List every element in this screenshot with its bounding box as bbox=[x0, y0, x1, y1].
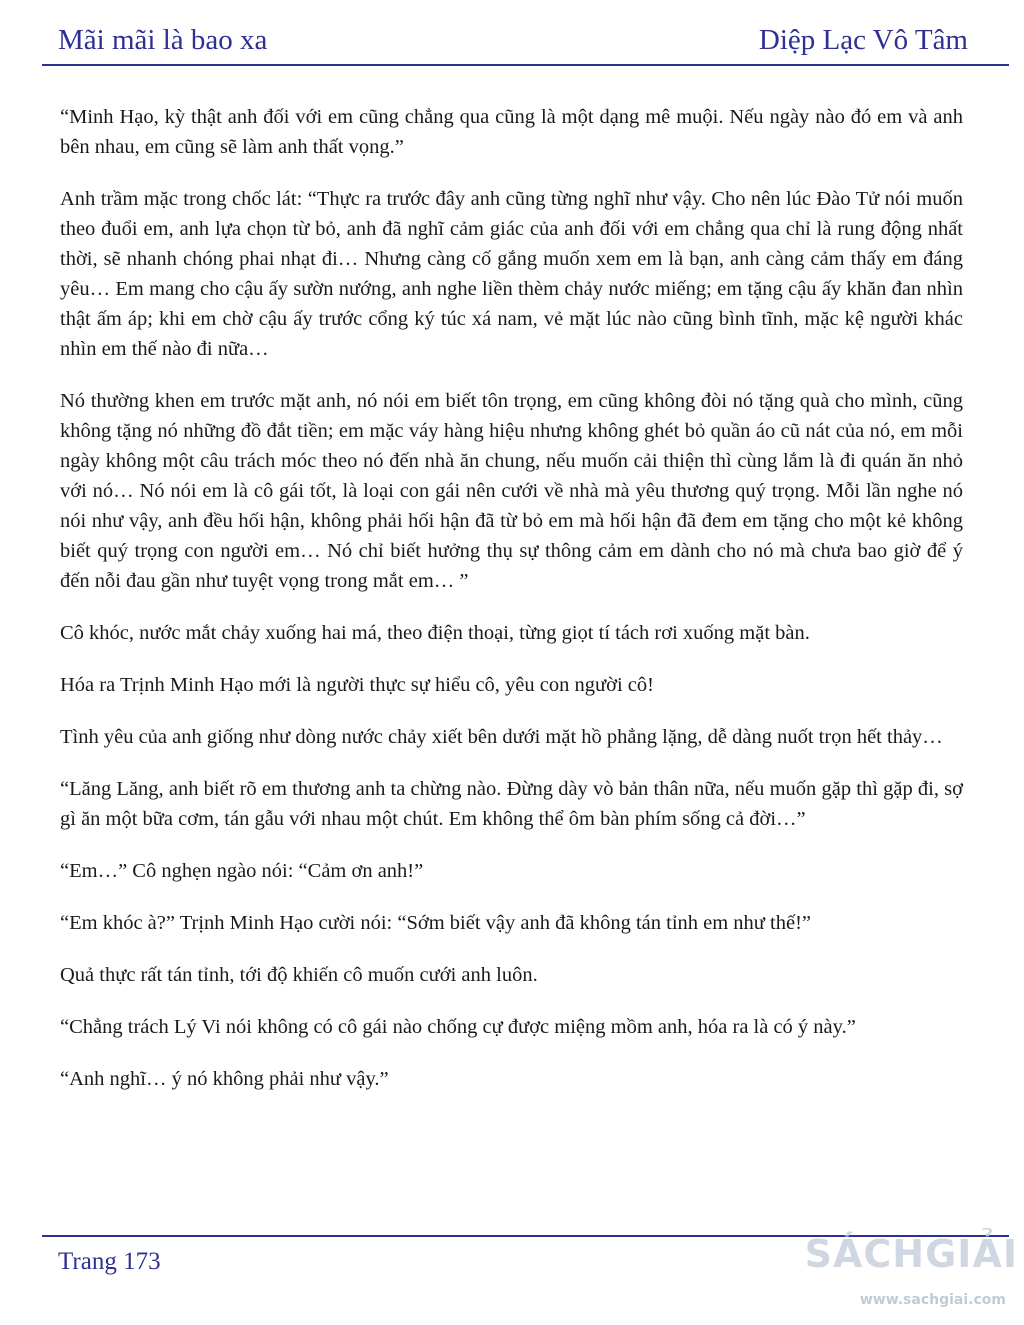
paragraph: “Lăng Lăng, anh biết rõ em thương anh ta chừng nào. Đừng dày vò bản thân nữa, nếu muốn gặp thì gặp đi, sợ gì ăn một bữa cơm, tán gẫu với nhau một chút. Em không thể ôm bàn phím sống cả đời…” bbox=[60, 778, 963, 830]
page-body bbox=[60, 102, 963, 1116]
paragraph: “Em khóc à?” Trịnh Minh Hạo cười nói: “Sớm biết vậy anh đã không tán tỉnh em như thế!” bbox=[60, 912, 812, 934]
paragraph: Hóa ra Trịnh Minh Hạo mới là người thực sự hiểu cô, yêu con người cô! bbox=[60, 674, 654, 696]
book-author: Diệp Lạc Vô Tâm bbox=[758, 24, 968, 56]
paragraph: “Minh Hạo, kỳ thật anh đối với em cũng chẳng qua cũng là một dạng mê muội. Nếu ngày nào đó em và anh bên nhau, em cũng sẽ làm anh thất vọng.” bbox=[60, 106, 963, 158]
book-title: Mãi mãi là bao xa bbox=[58, 24, 268, 56]
watermark-brand: SÁCHGIẢI bbox=[804, 1232, 1018, 1276]
page-number: Trang 173 bbox=[58, 1248, 161, 1275]
watermark bbox=[804, 1232, 1018, 1322]
paragraph: Quả thực rất tán tỉnh, tới độ khiến cô muốn cưới anh luôn. bbox=[60, 964, 538, 986]
paragraph: “Chẳng trách Lý Vi nói không có cô gái nào chống cự được miệng mồm anh, hóa ra là có ý này.” bbox=[60, 1016, 856, 1038]
paragraph: Tình yêu của anh giống như dòng nước chảy xiết bên dưới mặt hồ phẳng lặng, dễ dàng nuốt trọn hết thảy… bbox=[60, 726, 943, 748]
watermark-url: www.sachgiai.com bbox=[859, 1292, 1006, 1308]
paragraph: “Anh nghĩ… ý nó không phải như vậy.” bbox=[60, 1068, 389, 1090]
paragraph: Anh trầm mặc trong chốc lát: “Thực ra trước đây anh cũng từng nghĩ như vậy. Cho nên lúc Đào Tử nói muốn theo đuổi em, anh lựa chọn từ bỏ, anh đã nghĩ cảm giác của anh đối với em chẳng qua chỉ là rung động nhất thời, sẽ nhanh chóng phai nhạt đi… Nhưng càng cố gắng muốn xem em là bạn, anh càng cảm thấy em đáng yêu… Em mang cho cậu ấy sườn nướng, anh nghe liền thèm chảy nước miếng; em tặng cậu ấy khăn đan nhìn thật ấm áp; khi em chờ cậu ấy trước cổng ký túc xá nam, vẻ mặt lúc nào cũng bình tĩnh, mặc kệ người khác nhìn em thế nào đi nữa… bbox=[60, 188, 963, 360]
header-rule bbox=[42, 64, 1009, 66]
paragraph: Nó thường khen em trước mặt anh, nó nói em biết tôn trọng, em cũng không đòi nó tặng quà cho mình, cũng không tặng nó những đồ đắt tiền; em mặc váy hàng hiệu nhưng không ghét bỏ quần áo cũ nát của nó, em mỗi ngày không một câu trách móc theo nó đến nhà ăn chung, nếu muốn cải thiện thì cùng lắm là đi quán ăn nhỏ với nó… Nó nói em là cô gái tốt, là loại con gái nên cưới về nhà mà yêu thương quý trọng. Mỗi lần nghe nó nói như vậy, anh đều hối hận, không phải hối hận đã từ bỏ em mà hối hận đã đem em tặng cho một kẻ không biết quý trọng con người em… Nó chỉ biết hưởng thụ sự thông cảm em dành cho nó mà chưa bao giờ để ý đến nỗi đau gần như tuyệt vọng trong mắt em… ” bbox=[60, 390, 963, 592]
paragraph: “Em…” Cô nghẹn ngào nói: “Cảm ơn anh!” bbox=[60, 860, 424, 882]
paragraph: Cô khóc, nước mắt chảy xuống hai má, theo điện thoại, từng giọt tí tách rơi xuống mặt bàn. bbox=[60, 622, 810, 644]
